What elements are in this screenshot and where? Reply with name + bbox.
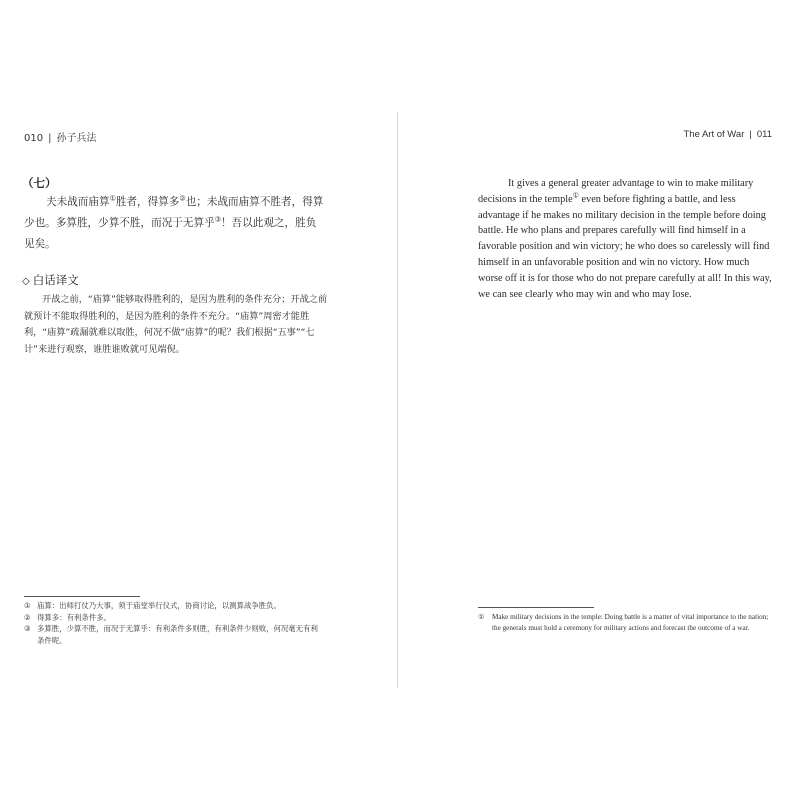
left-running-header	[24, 129, 96, 144]
footnote-item	[24, 600, 324, 612]
left-footnotes	[24, 600, 324, 646]
footnote-marker[interactable]: ③	[214, 215, 221, 224]
translation-text: 开战之前，“庙算”能够取得胜利的，是因为胜利的条件充分；开战之前就预计不能取得胜利的，是因为胜利的条件不充分。“庙算”周密才能胜利，“庙算”疏漏就难以取胜，何况不做“庙算”的呢？我们根据“五事”“七计”来进行观察，谁胜谁败就可见端倪。	[24, 294, 328, 355]
header-separator: |	[749, 129, 752, 140]
original-text-segment: 夫未战而庙算	[46, 196, 110, 208]
right-footnote	[478, 612, 774, 634]
english-text-segment: even before fighting a battle, and less advantage if he makes no military decision in the temple before doing battle. He who plans and prepares carefully will find himself in a favorable position and win victory; he who does so carelessly will find himself in an unfavorable position and win no victory. How much worse off it is for those who do not prepare carefully at all! In this way, we can see clearly who may win and who may lose.	[478, 193, 772, 300]
footnote-marker[interactable]: ①	[109, 194, 116, 203]
footnote-number: ①	[24, 601, 31, 610]
left-page	[0, 0, 398, 800]
header-separator: |	[48, 133, 52, 144]
translation-heading	[22, 272, 79, 288]
footnote-item	[24, 623, 324, 646]
right-running-header	[683, 129, 772, 140]
footnote-number: ①	[478, 613, 485, 621]
original-text-segment: 胜者，得算多	[115, 196, 180, 208]
footnote-number: ②	[24, 612, 31, 622]
original-chinese-text	[24, 192, 324, 255]
footnote-marker[interactable]: ①	[572, 191, 579, 200]
footnote-marker[interactable]: ②	[179, 194, 186, 203]
footnote-text: 多算胜，少算不胜，而况于无算乎：有利条件多则胜，有利条件少则败，何况毫无有利条件呢。	[37, 624, 318, 645]
diamond-icon: ◇	[22, 276, 30, 287]
left-book-title: 孙子兵法	[56, 133, 97, 144]
section-title: （七）	[22, 176, 57, 190]
original-text-segment: 也；未战而庙算不胜者，得算少也。多算胜，少算不胜，而况于无算乎	[24, 196, 324, 229]
right-page-number: 011	[756, 129, 772, 140]
footnote-text: 得算多：有利条件多。	[37, 612, 111, 622]
left-page-number: 010	[24, 133, 44, 144]
footnote-divider	[24, 596, 140, 597]
translation-heading-label: 白话译文	[32, 273, 79, 287]
footnote-number: ③	[24, 624, 31, 633]
english-translation-text	[478, 176, 774, 302]
footnote-text: Make military decisions in the temple: Doing battle is a matter of vital importance to the nation; the generals must hold a ceremony for military actions and forecast the outcome of a war.	[492, 613, 769, 633]
original-text-segment: ！吾以此观之，胜负见矣。	[24, 217, 317, 250]
right-book-title: The Art of War	[683, 129, 745, 140]
right-page	[400, 0, 800, 800]
footnote-text: 庙算：出师打仗乃大事，须于庙堂举行仪式，协商讨论，以测算战争胜负。	[37, 601, 281, 610]
footnote-item	[24, 612, 324, 624]
english-text-segment: It gives a general greater advantage to win to make military decisions in the temple	[478, 178, 754, 205]
footnote-divider	[478, 607, 594, 608]
page-gutter	[397, 112, 398, 688]
